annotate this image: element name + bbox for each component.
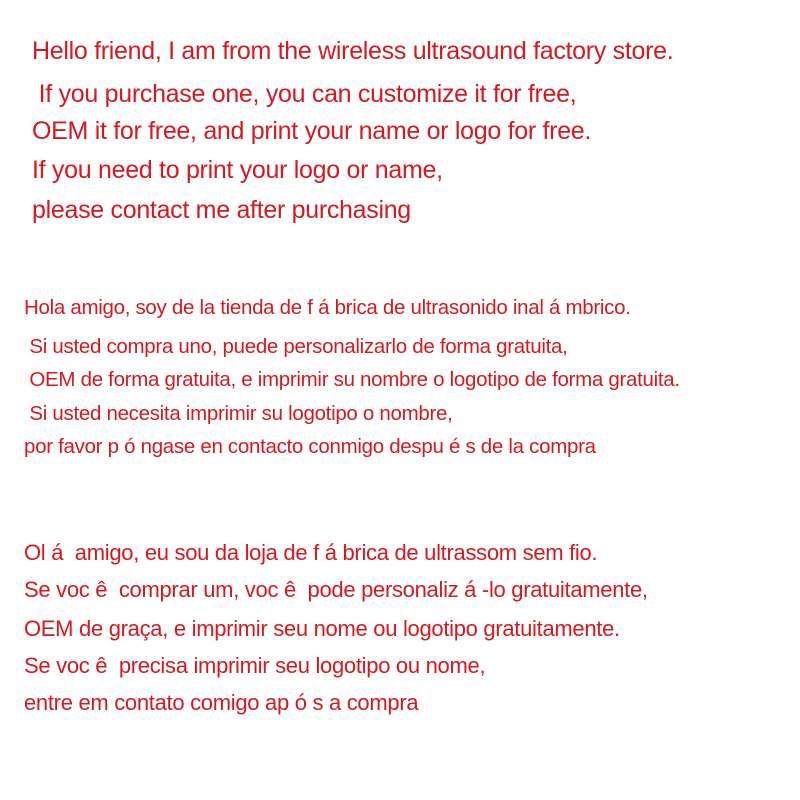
english-line-2: If you purchase one, you can customize it for free,	[32, 80, 577, 108]
spanish-line-1: Hola amigo, soy de la tienda de f á brica de ultrasonido inal á mbrico.	[24, 296, 631, 319]
portuguese-line-4: Se voc ê precisa imprimir seu logotipo ou nome,	[24, 653, 486, 678]
portuguese-line-2: Se voc ê comprar um, voc ê pode personaliz á -lo gratuitamente,	[24, 577, 648, 602]
english-line-4: If you need to print your logo or name,	[32, 156, 443, 184]
spanish-line-4: Si usted necesita imprimir su logotipo o nombre,	[24, 402, 453, 425]
spanish-line-2: Si usted compra uno, puede personalizarlo de forma gratuita,	[24, 335, 568, 358]
portuguese-line-1: Ol á amigo, eu sou da loja de f á brica de ultrassom sem fio.	[24, 540, 598, 565]
english-line-1: Hello friend, I am from the wireless ultrasound factory store.	[32, 37, 674, 65]
portuguese-line-3: OEM de graça, e imprimir seu nome ou logotipo gratuitamente.	[24, 616, 620, 641]
english-line-5: please contact me after purchasing	[32, 196, 411, 224]
portuguese-line-5: entre em contato comigo ap ó s a compra	[24, 690, 419, 715]
spanish-line-5: por favor p ó ngase en contacto conmigo despu é s de la compra	[24, 435, 596, 458]
english-line-3: OEM it for free, and print your name or logo for free.	[32, 117, 592, 145]
spanish-line-3: OEM de forma gratuita, e imprimir su nombre o logotipo de forma gratuita.	[24, 368, 680, 391]
